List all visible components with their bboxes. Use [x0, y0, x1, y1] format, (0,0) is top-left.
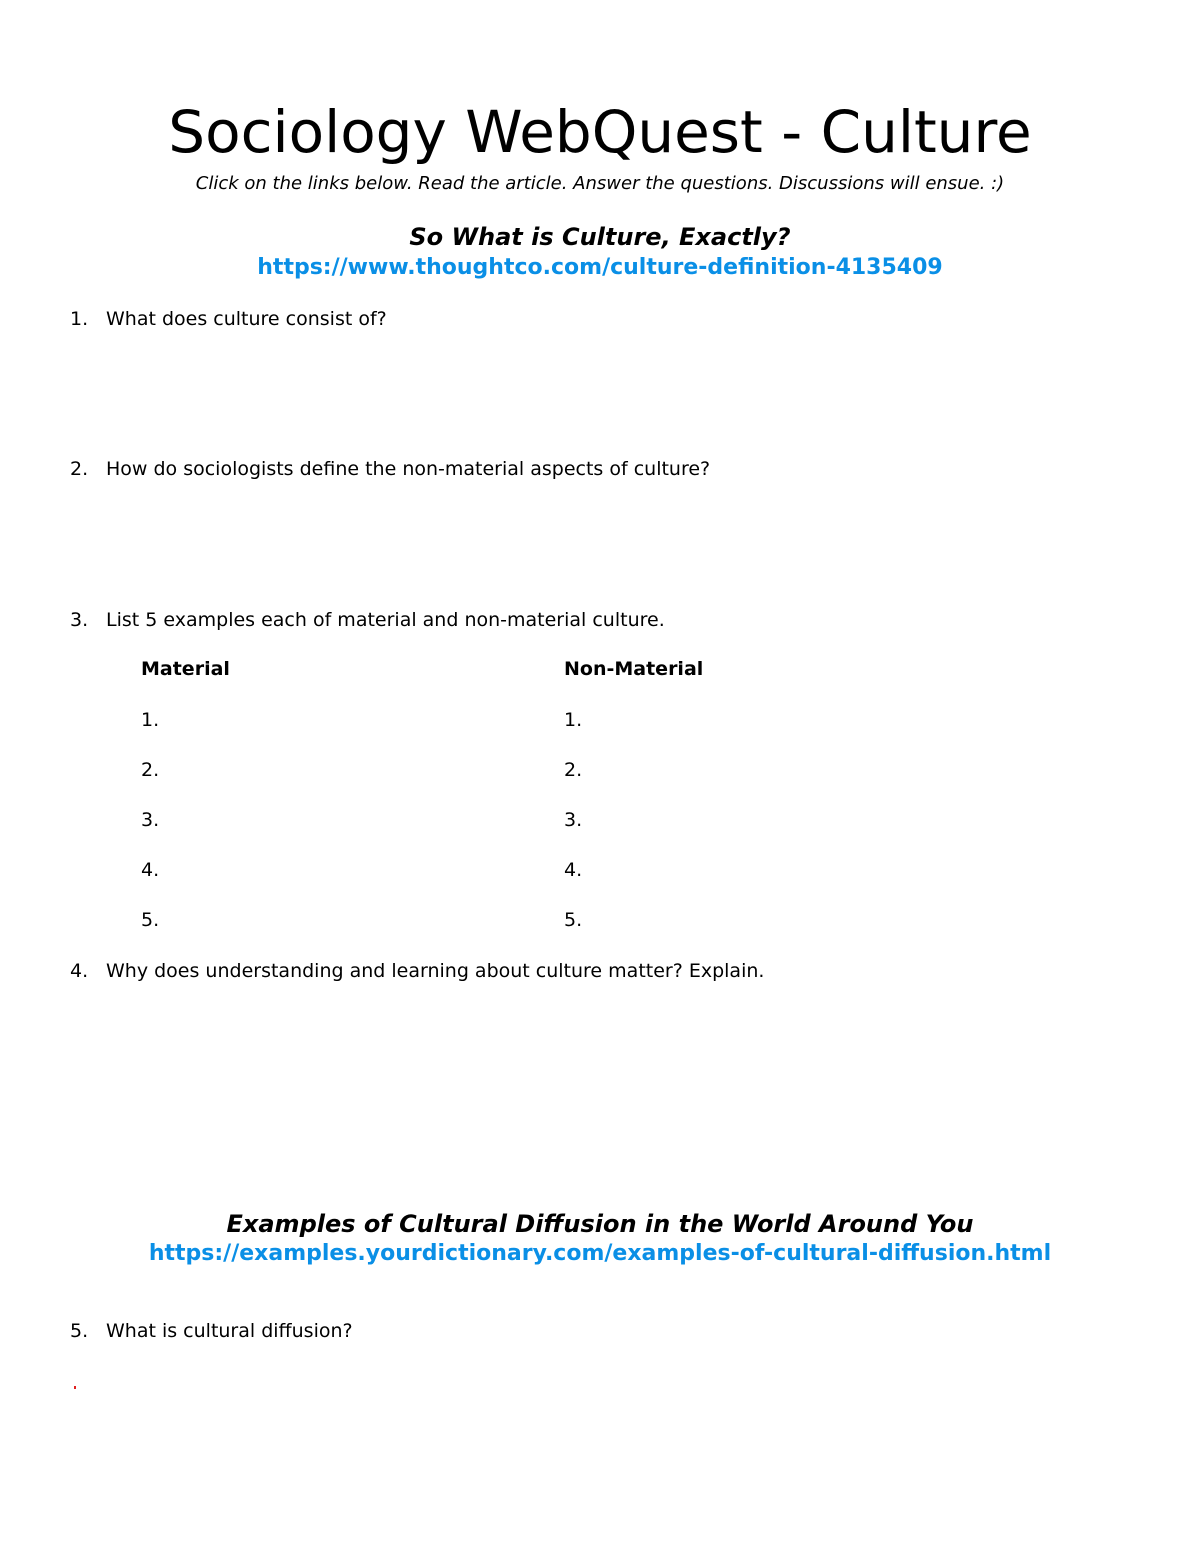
material-item-3: 3.: [141, 809, 160, 831]
question-4: [70, 958, 764, 984]
question-text: What is cultural diffusion?: [106, 1320, 353, 1342]
material-item-4: 4.: [141, 859, 160, 881]
question-text: What does culture consist of?: [106, 308, 387, 330]
non-material-column-header: Non-Material: [564, 658, 704, 680]
stray-red-mark: [74, 1386, 76, 1389]
non-material-item-4: 4.: [564, 859, 583, 881]
question-text: Why does understanding and learning about culture matter? Explain.: [106, 960, 765, 982]
question-5: [70, 1318, 353, 1344]
thoughtco-link[interactable]: https://www.thoughtco.com/culture-definition-4135409: [257, 255, 943, 280]
material-column-header: Material: [141, 658, 230, 680]
non-material-item-1: 1.: [564, 709, 583, 731]
question-number: 2.: [70, 458, 89, 480]
material-item-2: 2.: [141, 759, 160, 781]
material-item-5: 5.: [141, 909, 160, 931]
section-heading-culture: So What is Culture, Exactly?: [409, 223, 791, 251]
question-1: [70, 306, 387, 332]
non-material-item-5: 5.: [564, 909, 583, 931]
material-item-1: 1.: [141, 709, 160, 731]
section-heading-diffusion: Examples of Cultural Diffusion in the World Around You: [226, 1210, 974, 1238]
question-number: 3.: [70, 609, 89, 631]
question-number: 1.: [70, 308, 89, 330]
non-material-item-3: 3.: [564, 809, 583, 831]
question-text: List 5 examples each of material and non-material culture.: [106, 609, 665, 631]
question-2: [70, 456, 710, 482]
question-number: 5.: [70, 1320, 89, 1342]
question-number: 4.: [70, 960, 89, 982]
instructions-text: Click on the links below. Read the article. Answer the questions. Discussions will ensue. :): [195, 173, 1005, 194]
non-material-item-2: 2.: [564, 759, 583, 781]
page-title: Sociology WebQuest - Culture: [168, 98, 1032, 166]
question-3: [70, 607, 665, 633]
question-text: How do sociologists define the non-material aspects of culture?: [106, 458, 711, 480]
yourdictionary-link[interactable]: https://examples.yourdictionary.com/examples-of-cultural-diffusion.html: [148, 1241, 1052, 1266]
